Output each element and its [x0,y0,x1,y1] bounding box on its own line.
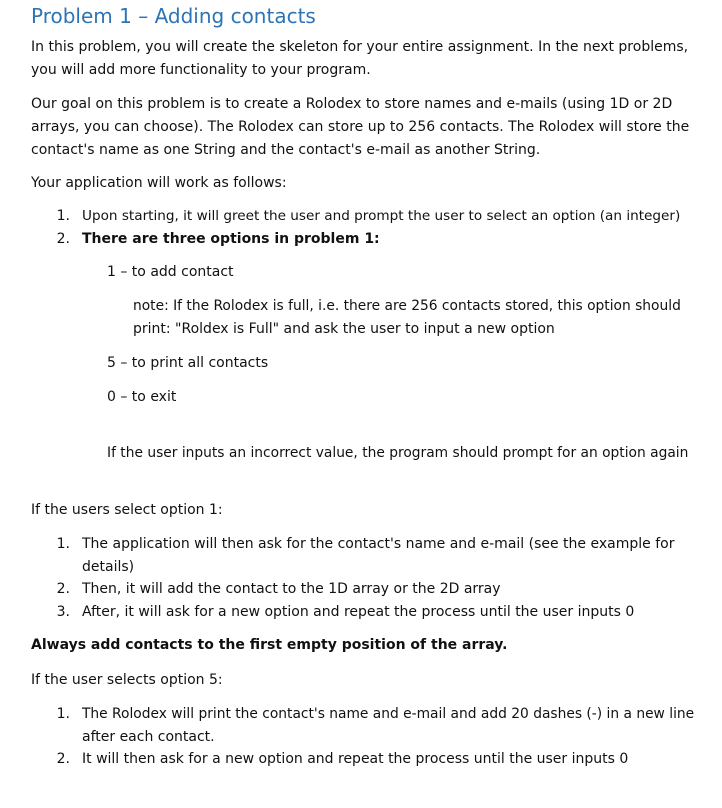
option-5-item-2-line-1: It will then ask for a new option and repeat the process until the user inputs 0 [82,751,629,767]
option-1-item-1-number: 1. [56,536,70,552]
step-2-number: 2. [56,231,70,247]
option-5-item-1-number: 1. [56,706,70,722]
step-1-text: Upon starting, it will greet the user and prompt the user to select an option (an integer) [82,208,681,224]
step-1-number: 1. [56,208,70,224]
goal-line-3: contact's name as one String and the contact's e-mail as another String. [31,142,541,158]
option-5-heading: If the user selects option 5: [31,672,223,688]
page-title: Problem 1 – Adding contacts [31,4,316,28]
goal-line-2: arrays, you can choose). The Rolodex can store up to 256 contacts. The Rolodex will store the [31,119,690,135]
intro-line-2: you will add more functionality to your program. [31,62,371,78]
option-5-item-1-line-1: The Rolodex will print the contact's name and e-mail and add 20 dashes (-) in a new line [82,706,695,722]
option-5-item-2-number: 2. [56,751,70,767]
option-5-item-1-line-2: after each contact. [82,729,215,745]
option-1-item-3-line-1: After, it will ask for a new option and repeat the process until the user inputs 0 [82,604,635,620]
goal-line-1: Our goal on this problem is to create a Rolodex to store names and e-mails (using 1D or 2D [31,96,673,112]
option-incorrect-value: If the user inputs an incorrect value, the program should prompt for an option again [107,445,689,461]
option-1-heading: If the users select option 1: [31,502,223,518]
intro-line-1: In this problem, you will create the skeleton for your entire assignment. In the next problems, [31,39,689,55]
option-exit: 0 – to exit [107,389,177,405]
option-1-item-2-line-1: Then, it will add the contact to the 1D array or the 2D array [82,581,501,597]
always-add-note: Always add contacts to the first empty position of the array. [31,637,508,653]
step-2-text: There are three options in problem 1: [82,231,380,247]
option-1-item-1-line-2: details) [82,559,135,575]
option-1-item-1-line-1: The application will then ask for the contact's name and e-mail (see the example for [82,536,675,552]
option-print-contacts: 5 – to print all contacts [107,355,269,371]
option-add-contact: 1 – to add contact [107,264,234,280]
option-1-item-3-number: 3. [56,604,70,620]
option-add-note-line-2: print: "Roldex is Full" and ask the user to input a new option [133,321,555,337]
app-intro: Your application will work as follows: [31,175,287,191]
option-1-item-2-number: 2. [56,581,70,597]
option-add-note-line-1: note: If the Rolodex is full, i.e. there are 256 contacts stored, this option should [133,298,681,314]
